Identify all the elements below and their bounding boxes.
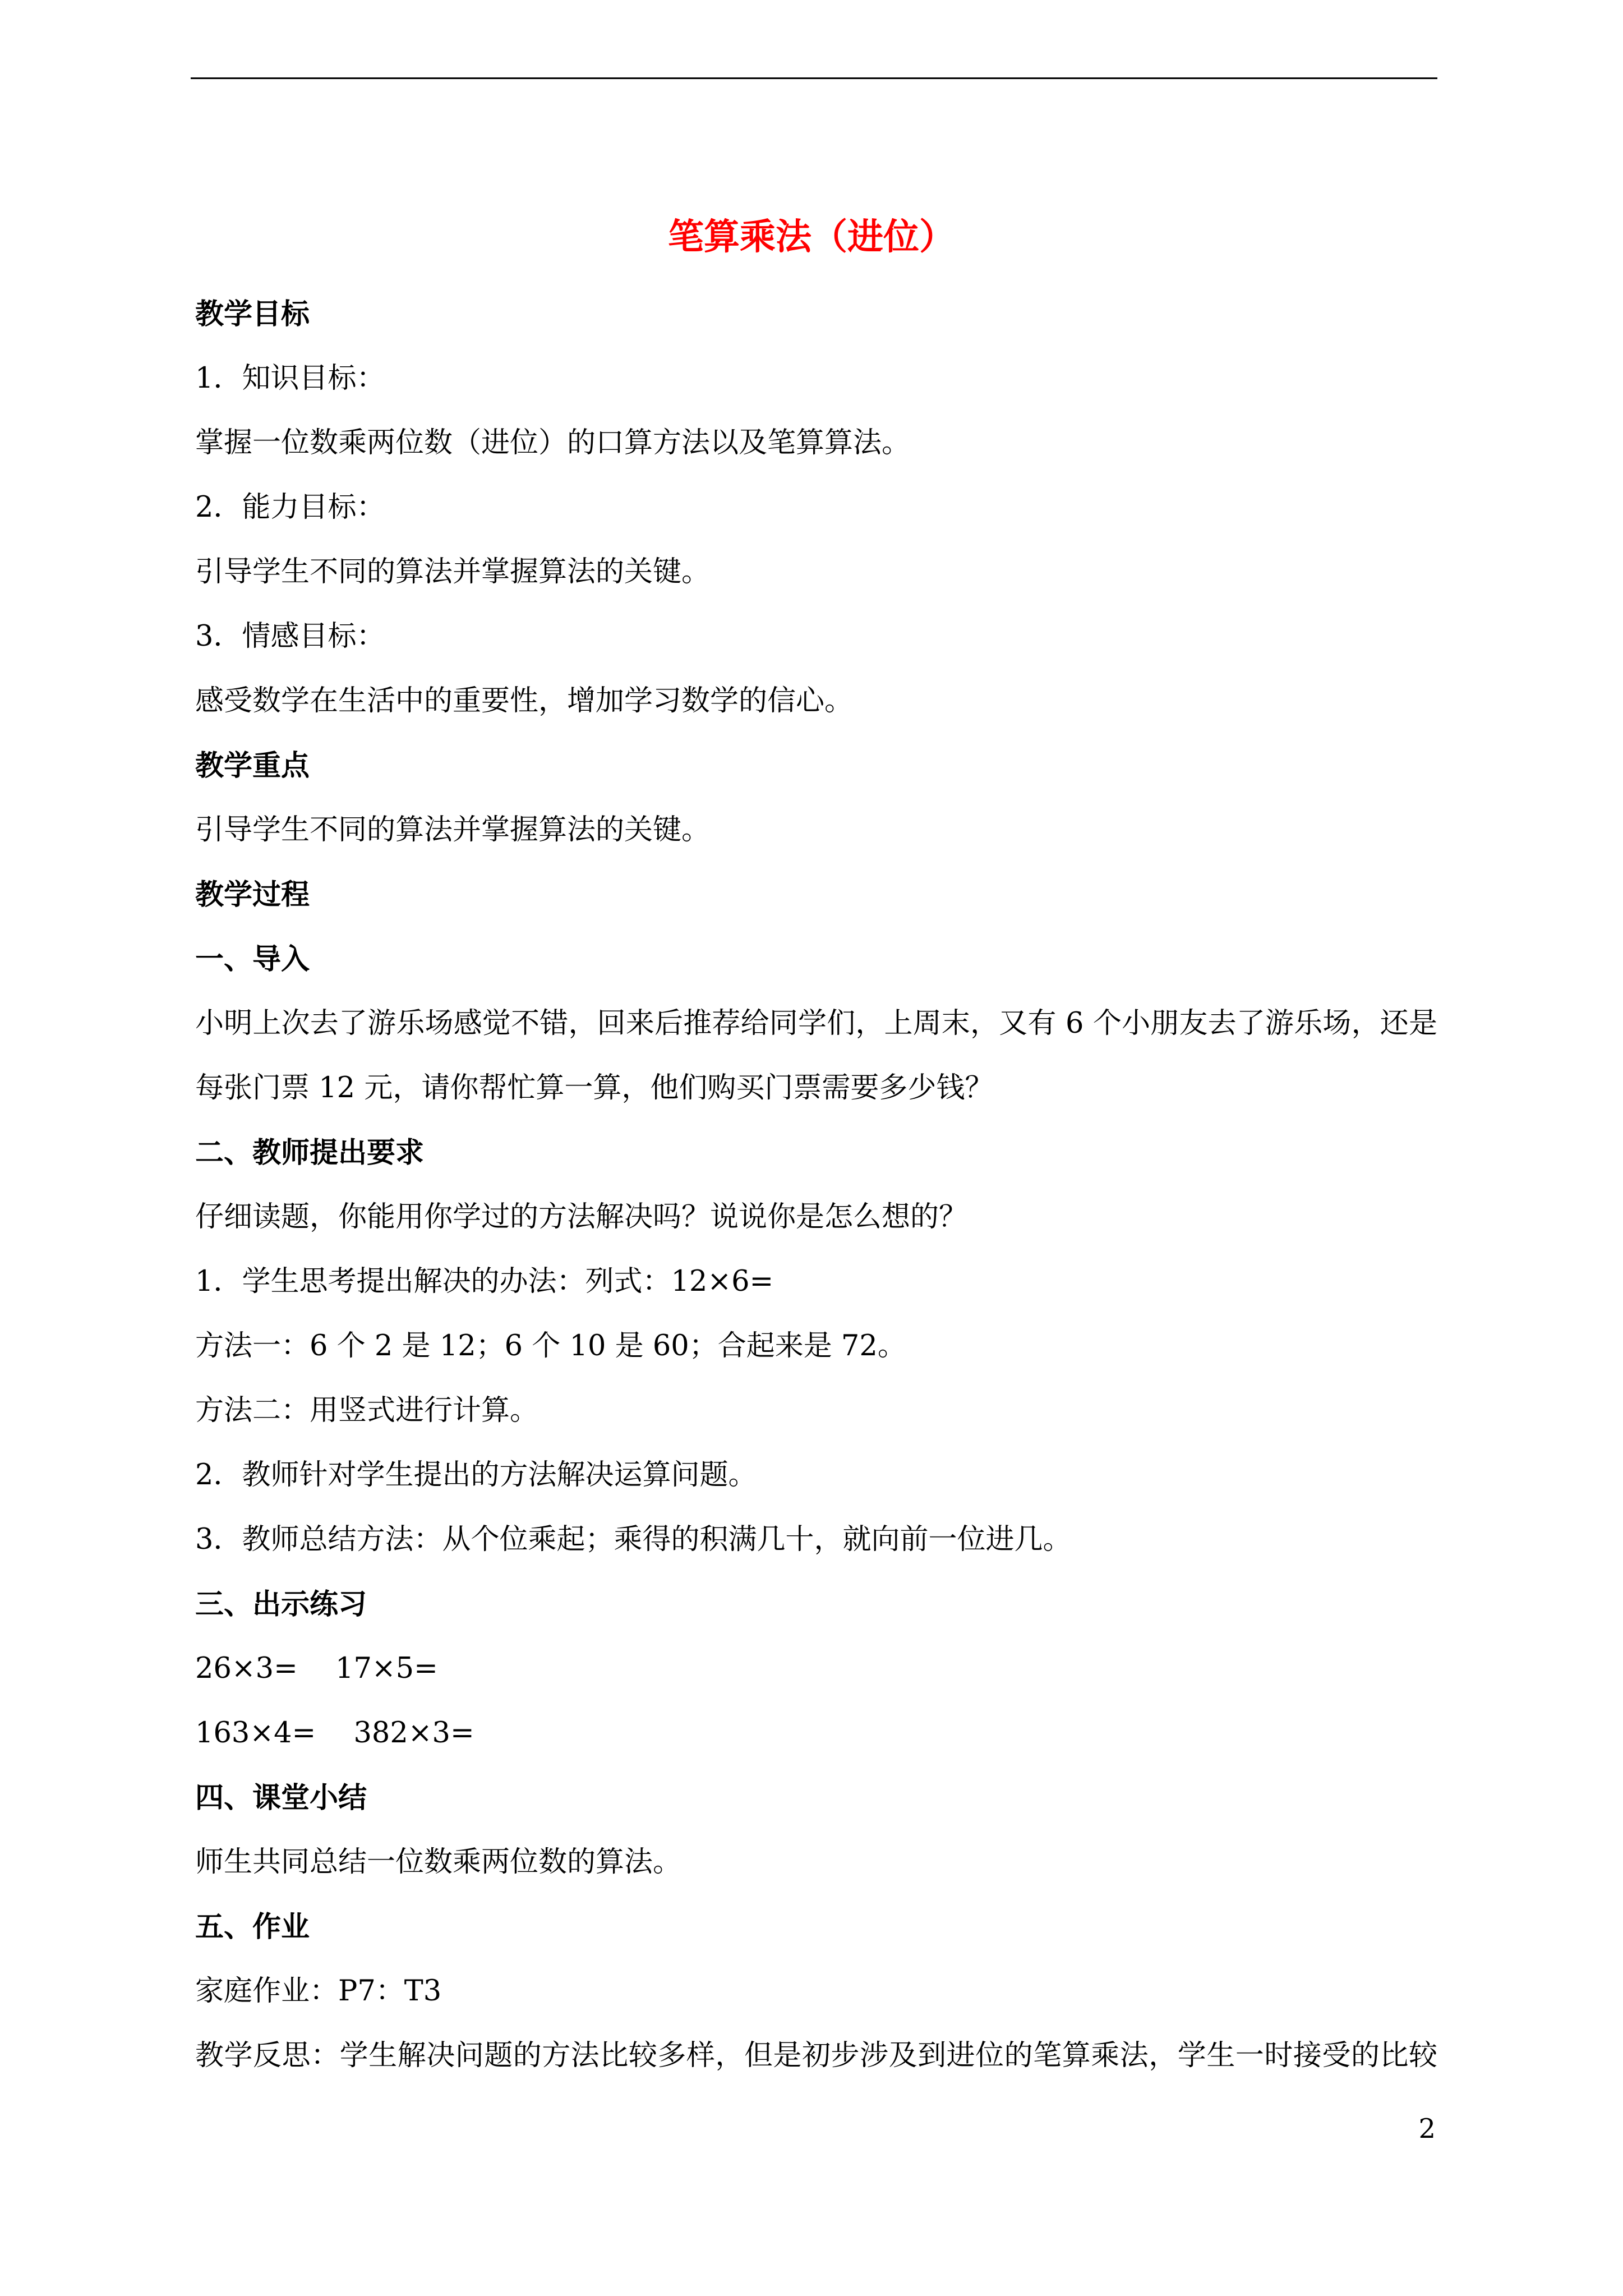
paragraph-line: 教学反思：学生解决问题的方法比较多样，但是初步涉及到进位的笔算乘法，学生一时接受的比较 xyxy=(195,2039,1437,2072)
header-rule xyxy=(191,77,1437,79)
section-heading: 教学重点 xyxy=(195,749,310,783)
paragraph-line: 仔细读题，你能用你学过的方法解决吗？说说你是怎么想的？ xyxy=(195,1200,968,1234)
paragraph-line: 3．情感目标： xyxy=(195,620,385,653)
paragraph-line: 2．教师针对学生提出的方法解决运算问题。 xyxy=(195,1458,757,1492)
paragraph-line: 师生共同总结一位数乘两位数的算法。 xyxy=(195,1846,682,1879)
section-heading: 教学过程 xyxy=(195,878,310,912)
paragraph-line: 3．教师总结方法：从个位乘起；乘得的积满几十，就向前一位进几。 xyxy=(195,1523,1072,1556)
paragraph-line: 方法二：用竖式进行计算。 xyxy=(195,1394,539,1427)
page-number: 2 xyxy=(1418,2113,1436,2145)
paragraph-line: 1．知识目标： xyxy=(195,362,385,395)
paragraph-line: 2．能力目标： xyxy=(195,491,385,524)
paragraph-line: 每张门票 12 元，请你帮忙算一算，他们购买门票需要多少钱？ xyxy=(195,1071,994,1105)
section-heading: 四、课堂小结 xyxy=(195,1781,367,1815)
document-body xyxy=(195,289,1437,2095)
section-heading: 三、出示练习 xyxy=(195,1588,367,1621)
paragraph-line: 1．学生思考提出解决的办法：列式：12×6= xyxy=(195,1265,774,1298)
paragraph-line: 感受数学在生活中的重要性，增加学习数学的信心。 xyxy=(195,684,854,717)
paragraph-line: 方法一：6 个 2 是 12；6 个 10 是 60；合起来是 72。 xyxy=(195,1329,906,1363)
paragraph-line: 家庭作业：P7：T3 xyxy=(195,1975,442,2008)
paragraph-line: 引导学生不同的算法并掌握算法的关键。 xyxy=(195,555,711,588)
section-heading: 二、教师提出要求 xyxy=(195,1136,425,1170)
document-title: 笔算乘法（进位） xyxy=(668,216,955,258)
section-heading: 一、导入 xyxy=(195,942,310,976)
paragraph-line: 小明上次去了游乐场感觉不错，回来后推荐给同学们，上周末，又有 6 个小朋友去了游乐场，还是 xyxy=(195,1007,1437,1040)
paragraph-line: 163×4= 382×3= xyxy=(195,1717,474,1750)
paragraph-line: 引导学生不同的算法并掌握算法的关键。 xyxy=(195,813,711,846)
section-heading: 教学目标 xyxy=(195,297,310,331)
section-heading: 五、作业 xyxy=(195,1910,310,1944)
paragraph-line: 26×3= 17×5= xyxy=(195,1652,438,1685)
paragraph-line: 掌握一位数乘两位数（进位）的口算方法以及笔算算法。 xyxy=(195,426,911,459)
